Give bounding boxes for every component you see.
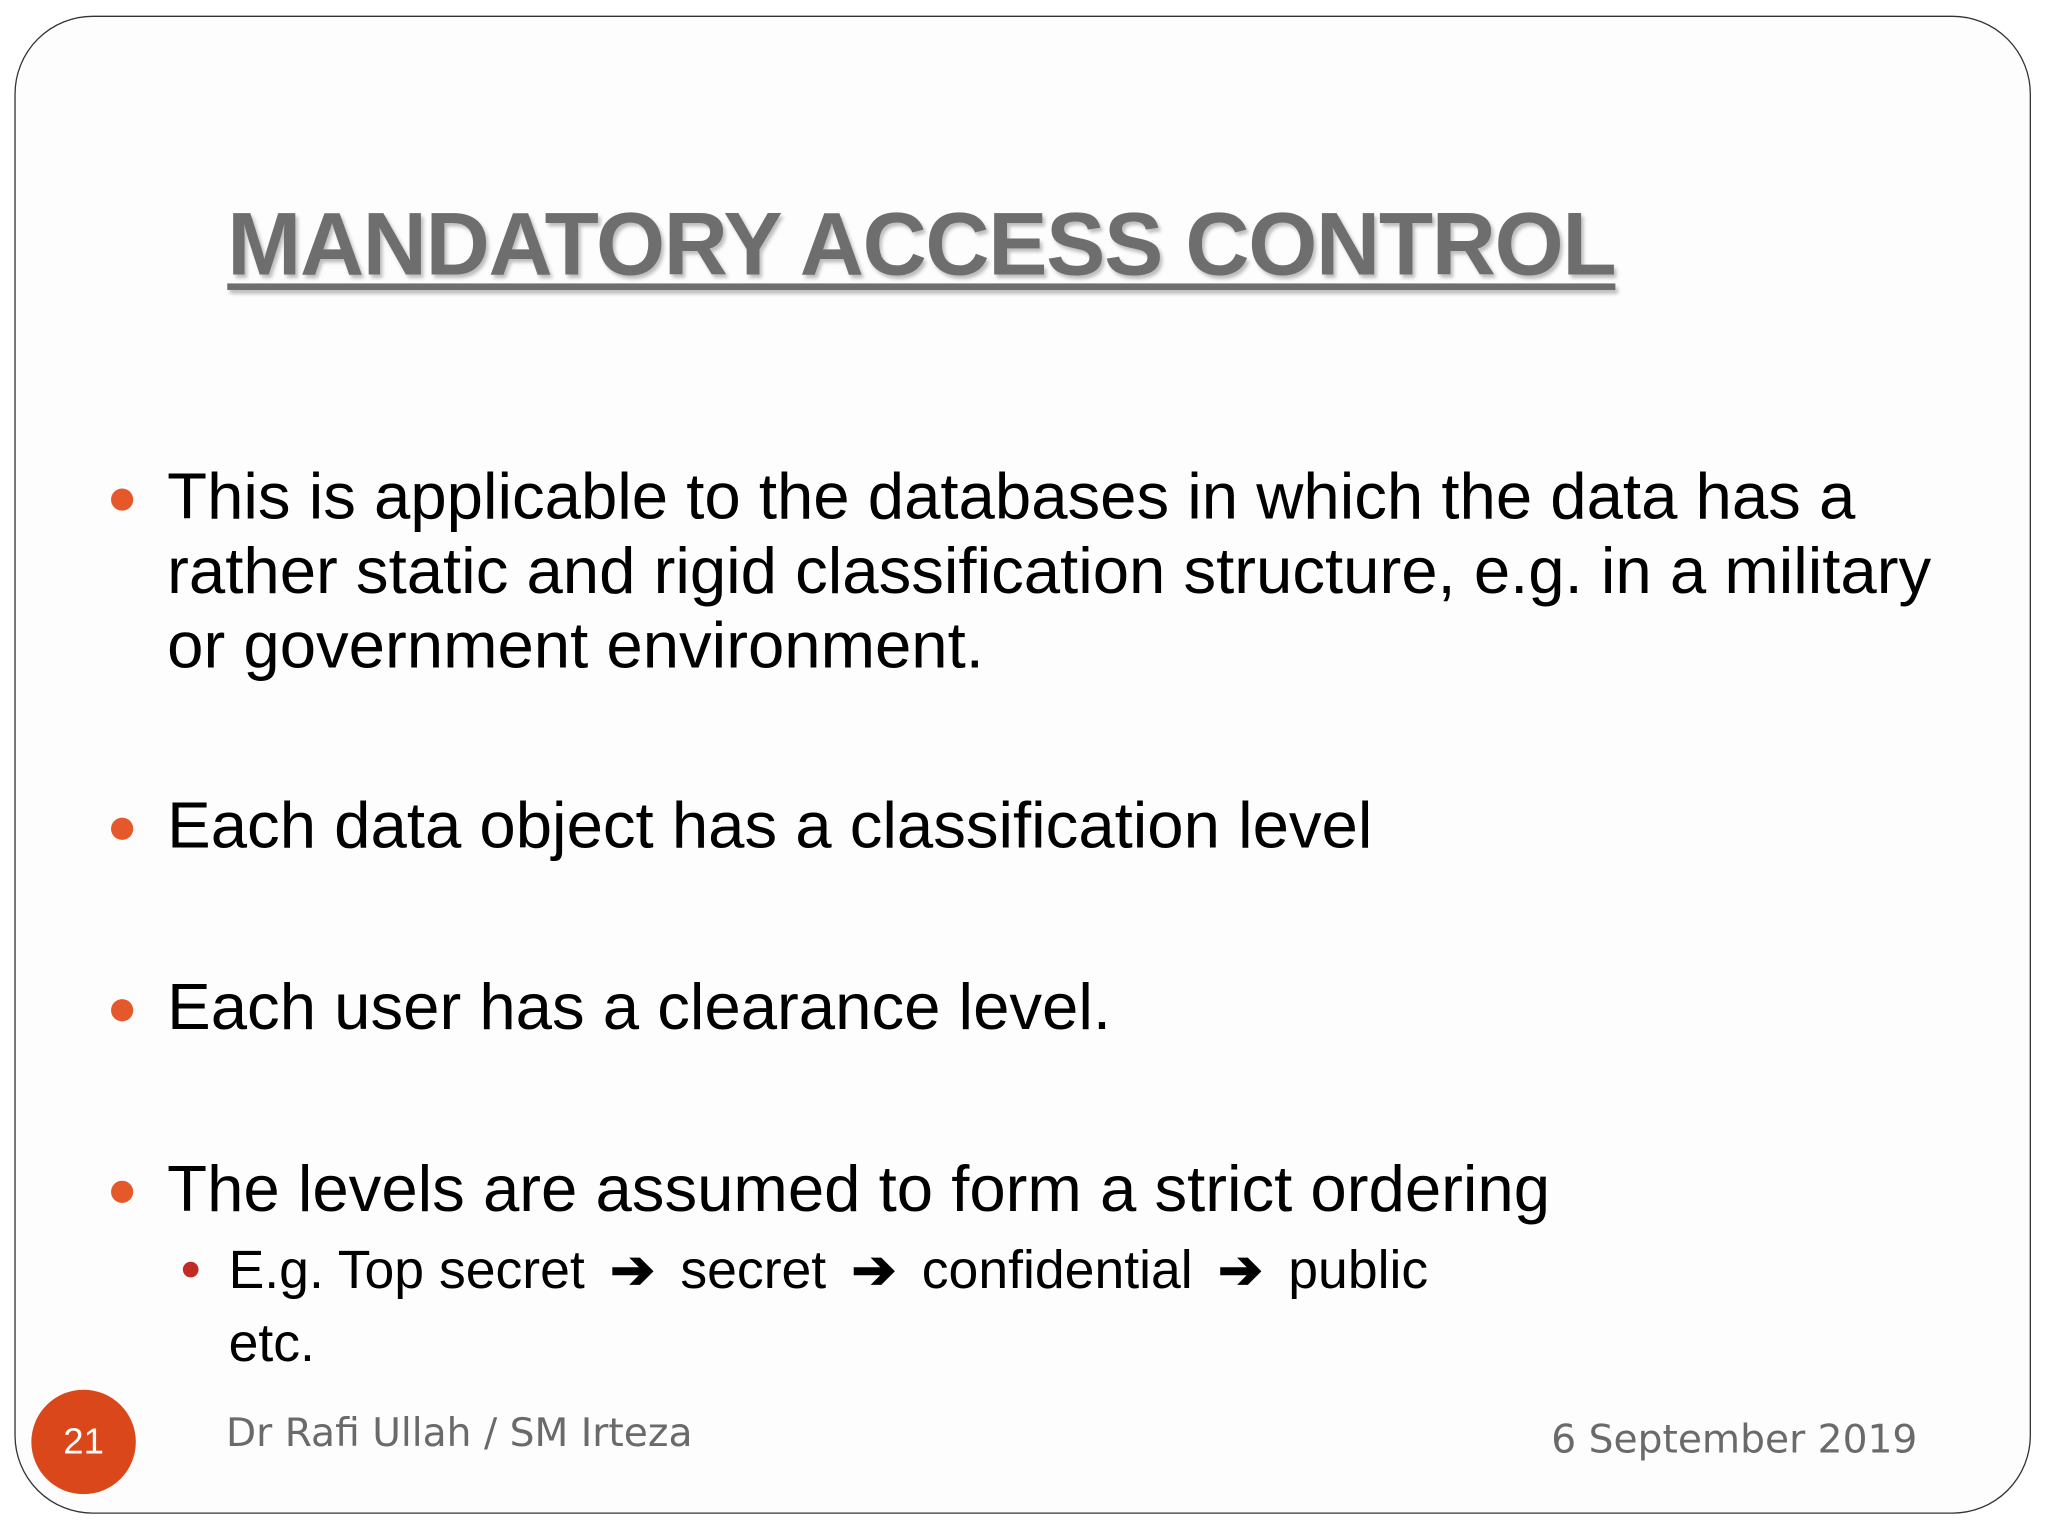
bullet-dot-icon — [111, 1181, 133, 1203]
footer-author: Dr Rafi Ullah / SM Irteza — [225, 1410, 693, 1457]
bullet-item-4: The levels are assumed to form a strict ordering — [167, 1151, 1551, 1226]
bullet-item-2: Each data object has a classification level — [167, 788, 1373, 863]
page-number-badge — [31, 1390, 135, 1494]
arrow-right-icon: ➔ — [851, 1239, 897, 1300]
bullet-dot-icon — [111, 488, 133, 510]
sub-bullet-prefix: E.g. Top secret — [228, 1239, 585, 1300]
sub-bullet-item4: public — [1288, 1239, 1429, 1300]
footer-date: 6 September 2019 — [1551, 1417, 1918, 1463]
bullet-dot-icon — [111, 999, 133, 1021]
sub-bullet-dot-icon — [183, 1262, 199, 1278]
arrow-right-icon: ➔ — [610, 1239, 656, 1300]
bullet-item-3: Each user has a clearance level. — [167, 970, 1112, 1044]
slide-title: MANDATORY ACCESS CONTROL — [227, 194, 1616, 294]
arrow-right-icon: ➔ — [1218, 1239, 1263, 1300]
sub-bullet-item2: secret — [680, 1239, 827, 1300]
bullet-dot-icon — [111, 818, 133, 840]
sub-bullet-suffix: etc. — [228, 1312, 315, 1373]
sub-bullet-item — [229, 1233, 1509, 1379]
sub-bullet-item3: confidential — [921, 1239, 1193, 1300]
page-number: 21 — [63, 1421, 104, 1462]
bullet-item-1: This is applicable to the databases in which the data has a rather static and rigid classification structure, e.g. in a military or government environment. — [167, 459, 1932, 682]
